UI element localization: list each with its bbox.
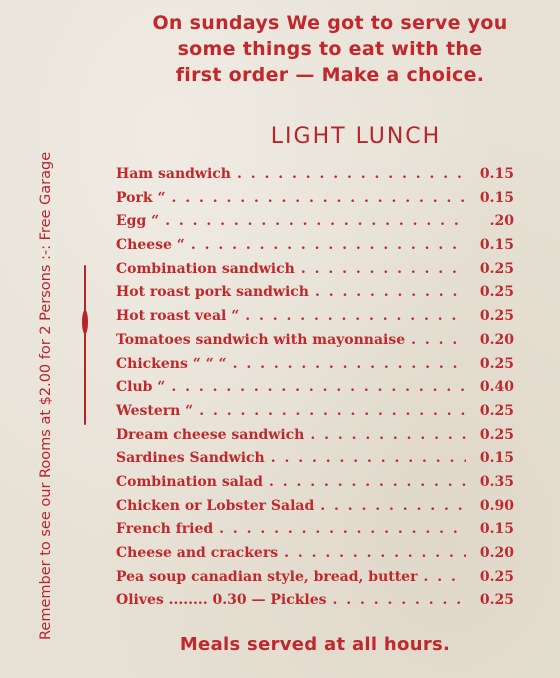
- menu-item-name: Pork “: [116, 189, 166, 206]
- menu-row: [116, 379, 514, 403]
- decorative-rule: [84, 265, 86, 425]
- leader-dots: [423, 569, 466, 585]
- menu-item-price: 0.15: [479, 237, 514, 254]
- menu-item-name: Cheese “: [116, 237, 185, 254]
- leader-dots: [245, 308, 466, 324]
- leader-dots: [301, 261, 466, 277]
- menu-item-price: 0.25: [479, 284, 514, 301]
- menu-item-price: .20: [489, 213, 514, 230]
- leader-dots: [171, 379, 466, 395]
- menu-item-name: Olives ........ 0.30 — Pickles: [116, 592, 327, 609]
- menu-row: [116, 569, 514, 593]
- menu-row: [116, 474, 514, 498]
- menu-row: [116, 284, 514, 308]
- menu-item-price: 0.25: [479, 426, 514, 443]
- leader-dots: [315, 284, 466, 300]
- menu-item-price: 0.35: [479, 473, 514, 490]
- menu-item-price: 0.20: [479, 545, 514, 561]
- menu-row: [116, 190, 514, 214]
- menu-item-price: 0.15: [479, 450, 514, 467]
- menu-item-name: Ham sandwich: [116, 166, 231, 182]
- leader-dots: [310, 427, 466, 443]
- menu-item-price: 0.25: [479, 355, 514, 372]
- menu-item-name: Combination sandwich: [116, 260, 295, 277]
- menu-item-price: 0.15: [479, 521, 514, 538]
- menu-row: [116, 427, 514, 451]
- header-line: some things to eat with the: [177, 38, 483, 60]
- menu-item-name: Egg “: [116, 213, 160, 230]
- leader-dots: [172, 190, 467, 206]
- menu-row: [116, 308, 514, 332]
- menu-item-name: Chicken or Lobster Salad: [116, 497, 315, 514]
- leader-dots: [320, 498, 466, 514]
- menu-item-name: Cheese and crackers: [116, 545, 279, 561]
- menu-row: [116, 356, 514, 380]
- menu-item-price: 0.90: [479, 497, 514, 514]
- menu-item-price: 0.25: [479, 260, 514, 277]
- menu-item-price: 0.25: [479, 402, 514, 419]
- menu-item-price: 0.25: [479, 592, 514, 609]
- header-line: first order — Make a choice.: [175, 64, 485, 86]
- side-note: Remember to see our Rooms at $2.00 for 2 Persons :-: Free Garage: [38, 151, 54, 640]
- leader-dots: [284, 545, 466, 561]
- menu-item-name: Western “: [116, 402, 194, 419]
- menu-item-name: French fried: [116, 521, 214, 538]
- menu-row: [116, 592, 514, 616]
- leader-dots: [411, 332, 466, 348]
- menu-row: [116, 166, 514, 190]
- menu-item-price: 0.15: [479, 166, 514, 182]
- menu-item-name: Club “: [116, 379, 166, 396]
- header-notice: [120, 10, 540, 88]
- menu-row: [116, 403, 514, 427]
- leader-dots: [271, 450, 466, 466]
- menu-row: [116, 332, 514, 356]
- menu-item-name: Hot roast veal “: [116, 308, 240, 325]
- leader-dots: [269, 474, 466, 490]
- menu-item-name: Dream cheese sandwich: [116, 426, 305, 443]
- leader-dots: [237, 166, 466, 182]
- leader-dots: [219, 521, 466, 537]
- leader-dots: [333, 592, 466, 608]
- leader-dots: [199, 403, 466, 419]
- menu-row: [116, 450, 514, 474]
- menu-row: [116, 498, 514, 522]
- menu-item-price: 0.25: [479, 308, 514, 325]
- menu-row: [116, 261, 514, 285]
- menu-item-name: Hot roast pork sandwich: [116, 284, 309, 301]
- menu-item-price: 0.25: [479, 568, 514, 585]
- menu-row: [116, 213, 514, 237]
- menu-row: [116, 237, 514, 261]
- footer-note: Meals served at all hours.: [179, 634, 451, 655]
- menu-item-price: 0.40: [479, 379, 514, 396]
- menu-item-price: 0.15: [479, 189, 514, 206]
- menu-item-name: Pea soup canadian style, bread, butter: [116, 568, 418, 585]
- section-title: LIGHT LUNCH: [270, 124, 442, 149]
- header-line: On sundays We got to serve you: [152, 12, 508, 34]
- menu-list: [116, 166, 514, 616]
- menu-item-price: 0.20: [479, 331, 514, 348]
- leader-dots: [165, 213, 466, 229]
- leader-dots: [191, 237, 466, 253]
- leader-dots: [233, 356, 466, 372]
- menu-row: [116, 545, 514, 569]
- menu-item-name: Combination salad: [116, 473, 263, 490]
- menu-item-name: Tomatoes sandwich with mayonnaise: [116, 331, 406, 348]
- menu-row: [116, 521, 514, 545]
- menu-item-name: Sardines Sandwich: [116, 450, 265, 467]
- menu-item-name: Chickens “ “ “: [116, 355, 227, 372]
